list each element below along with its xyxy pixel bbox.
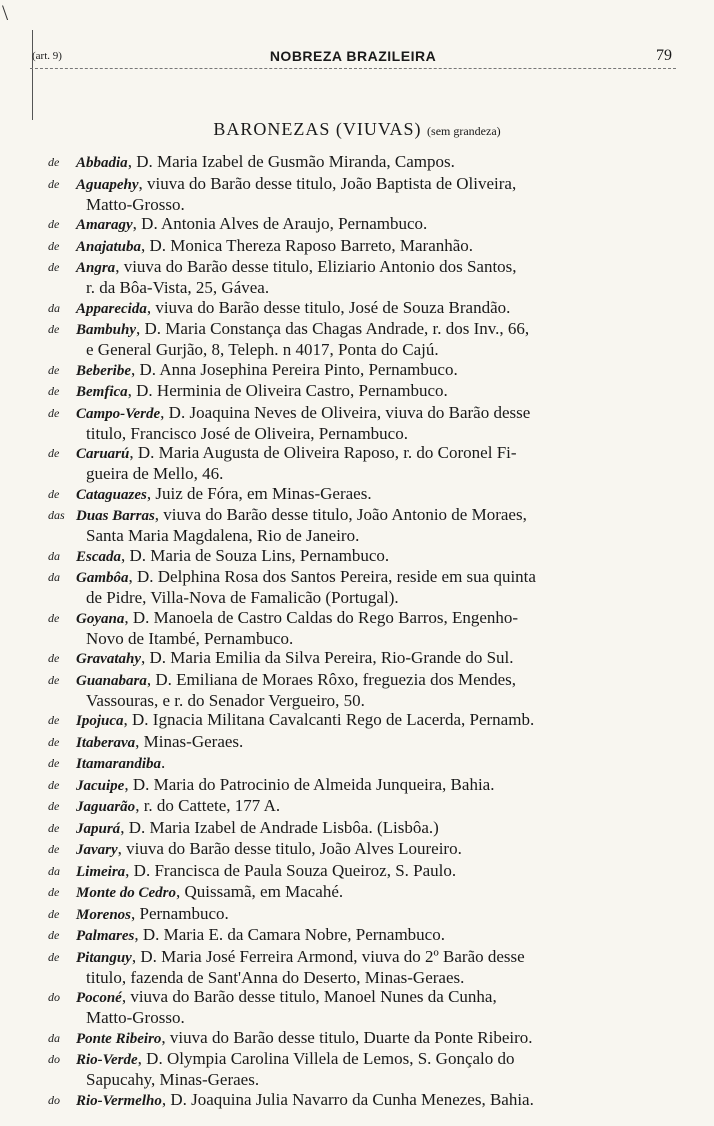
entry-text: , D. Emiliana de Moraes Rôxo, freguezia dos Mendes, [146,669,517,689]
entry-continuation: titulo, Francisco José de Oliveira, Pernambuco. [86,423,408,443]
entry-text: . [161,753,166,772]
entry-title-name: Apparecida [76,300,147,317]
entry-continuation: titulo, fazenda de Sant'Anna do Deserto, Minas-Geraes. [86,967,465,987]
entry-prefix: do [48,1092,60,1107]
list-item [48,796,680,817]
list-item [48,1049,680,1089]
entry-title-name: Gravatahy [76,651,141,667]
entry-text: , D. Maria Augusta de Oliveira Raposo, r. do Coronel Fi- [129,443,517,462]
entry-title-name: Itaberava [76,734,136,751]
entry-continuation: Santa Maria Magdalena, Rio de Janeiro. [86,526,360,545]
list-item [48,670,680,710]
entry-text: , viuva do Barão desse titulo, João Alves Loureiro. [117,839,462,858]
entry-prefix: de [48,906,60,921]
entry-text: , D. Maria José Ferreira Armond, viuva do 2º Barão desse [131,946,525,966]
list-item [48,753,680,774]
entry-title-name: Javary [76,842,118,858]
entry-prefix: de [48,734,60,749]
entry-title-name: Poconé [76,990,122,1006]
entry-title-name: Ponte Ribeiro [76,1030,162,1047]
list-item [48,732,680,753]
entry-continuation: gueira de Mello, 46. [86,464,224,483]
entry-text: , D. Joaquina Julia Navarro da Cunha Menezes, Bahia. [161,1089,534,1109]
list-item [48,987,680,1027]
entry-text: , Minas-Geraes. [135,731,244,751]
entry-text: , viuva do Barão desse titulo, Duarte da Ponte Ribeiro. [161,1027,533,1047]
entry-text: , D. Joaquina Neves de Oliveira, viuva do Barão desse [160,402,531,422]
entry-prefix: do [48,990,60,1004]
entry-text: , D. Antonia Alves de Araujo, Pernambuco. [132,214,428,233]
entry-prefix: de [48,176,60,191]
entry-text: , D. Maria de Souza Lins, Pernambuco. [121,545,390,565]
entry-title-name: Duas Barras [76,508,155,524]
entry-title-name: Goyana [76,610,125,627]
entry-text: , D. Maria do Patrocinio de Almeida Junqueira, Bahia. [124,774,495,794]
entry-title-name: Aguapehy [76,176,139,193]
entry-title-name: Jaguarão [76,799,136,815]
entry-prefix: de [48,842,60,856]
entry-text: , D. Delphina Rosa dos Santos Pereira, reside em sua quinta [128,567,536,586]
entry-prefix: de [48,610,60,625]
entry-title-name: Palmares [76,928,135,944]
entry-list [48,152,680,1111]
entry-title-name: Bambuhy [76,322,137,338]
entry-prefix: de [48,217,60,231]
entry-text: , D. Ignacia Militana Cavalcanti Rego de Lacerda, Pernamb. [123,710,535,729]
page-number: 79 [656,47,672,64]
entry-prefix: da [48,570,60,584]
entry-title-name: Jacuipe [76,777,125,794]
list-item [48,925,680,946]
entry-prefix: de [48,238,60,253]
entry-title-name: Campo-Verde [76,405,161,422]
entry-text: , viuva do Barão desse titulo, Manoel Nunes da Cunha, [121,987,497,1006]
book-title: NOBREZA BRAZILEIRA [269,48,437,64]
entry-title-name: Abbadia [76,155,128,171]
list-item [48,818,680,839]
entry-prefix: de [48,486,60,501]
entry-title-name: Escada [76,548,121,565]
entry-prefix: de [48,928,60,942]
entry-prefix: de [48,820,60,835]
entry-title-name: Limeira [76,863,126,880]
list-item [48,839,680,860]
entry-title-name: Japurá [76,820,121,837]
entry-title-name: Guanabara [76,672,147,689]
entry-text: , D. Anna Josephina Pereira Pinto, Pernambuco. [130,359,458,379]
entry-prefix: de [48,446,60,460]
entry-continuation: Matto-Grosso. [86,1008,185,1027]
entry-title-name: Cataguazes [76,486,147,503]
entry-text: , r. do Cattete, 177 A. [135,796,281,815]
entry-text: , D. Maria Izabel de Gusmão Miranda, Campos. [127,152,455,171]
list-item [48,381,680,402]
list-item [48,567,680,607]
entry-title-name: Caruarú [76,446,130,462]
list-item [48,648,680,669]
entry-text: , Quissamã, em Macahé. [176,882,344,901]
entry-prefix: de [48,885,60,899]
list-item [48,861,680,882]
entry-prefix: do [48,1052,60,1066]
list-item [48,152,680,173]
entry-prefix: de [48,672,60,687]
entry-prefix: das [48,508,65,522]
entry-prefix: de [48,799,60,813]
entry-prefix: de [48,949,60,964]
list-item [48,947,680,987]
margin-mark: \ [2,0,9,25]
entry-prefix: de [48,756,60,770]
list-item [48,319,680,359]
entry-continuation: Sapucahy, Minas-Geraes. [86,1070,260,1089]
list-item [48,775,680,796]
list-item [48,1090,680,1111]
entry-prefix: de [48,260,60,274]
entry-text: , viuva do Barão desse titulo, João Baptista de Oliveira, [138,173,517,193]
entry-text: , D. Maria Constança das Chagas Andrade, r. dos Inv., 66, [136,319,530,338]
list-item [48,360,680,381]
entry-prefix: de [48,405,60,420]
entry-continuation: de Pidre, Villa-Nova de Famalicão (Portugal). [86,588,399,607]
list-item [48,710,680,731]
entry-prefix: da [48,300,60,315]
entry-prefix: de [48,651,60,665]
list-item [48,298,680,319]
list-item [48,443,680,483]
entry-prefix: de [48,362,60,377]
section-title-note: (sem grandeza) [427,124,501,138]
entry-title-name: Morenos [76,906,132,923]
entry-continuation: Matto-Grosso. [86,194,185,214]
entry-continuation: Vassouras, e r. do Senador Vergueiro, 50. [86,690,365,710]
entry-prefix: de [48,384,60,398]
entry-text: , D. Monica Thereza Raposo Barreto, Maranhão. [141,235,474,255]
entry-text: , Juiz de Fóra, em Minas-Geraes. [146,483,372,503]
entry-prefix: de [48,155,60,169]
entry-title-name: Beberibe [76,362,131,379]
entry-prefix: de [48,713,60,727]
entry-title-name: Amaragy [76,217,133,233]
list-item [48,174,680,214]
section-title-main: BARONEZAS (VIUVAS) [213,119,422,139]
entry-text: , D. Manoela de Castro Caldas do Rego Barros, Engenho- [124,607,519,627]
list-item [48,214,680,235]
list-item [48,505,680,545]
list-item [48,257,680,297]
list-item [48,1028,680,1049]
entry-title-name: Anajatuba [76,238,142,255]
list-item [48,236,680,257]
entry-prefix: da [48,548,60,563]
running-header [30,44,676,69]
section-title [0,119,714,140]
entry-text: , D. Maria Izabel de Andrade Lisbôa. (Lisbôa.) [120,817,439,837]
entry-prefix: da [48,1030,60,1045]
entry-title-name: Itamarandiba [76,756,162,772]
entry-text: , viuva do Barão desse titulo, José de Souza Brandão. [146,297,511,317]
entry-prefix: de [48,777,60,792]
entry-title-name: Pitanguy [76,949,132,966]
entry-text: , D. Olympia Carolina Villela de Lemos, S. Gonçalo do [137,1049,515,1068]
entry-title-name: Gambôa [76,570,129,586]
article-ref: (art. 9) [32,50,62,62]
entry-text: , viuva do Barão desse titulo, João Antonio de Moraes, [154,505,527,524]
entry-continuation: Novo de Itambé, Pernambuco. [86,628,294,648]
entry-title-name: Rio-Verde [76,1052,138,1068]
list-item [48,546,680,567]
entry-text: , D. Maria E. da Camara Nobre, Pernambuco. [134,925,445,944]
entry-text: , Pernambuco. [131,903,229,923]
entry-prefix: de [48,322,60,336]
list-item [48,484,680,505]
list-item [48,904,680,925]
list-item [48,403,680,443]
entry-text: , D. Maria Emilia da Silva Pereira, Rio-Grande do Sul. [141,648,514,667]
entry-text: , D. Herminia de Oliveira Castro, Pernambuco. [127,381,448,400]
list-item [48,608,680,648]
entry-title-name: Rio-Vermelho [76,1092,162,1109]
entry-title-name: Ipojuca [76,713,124,729]
entry-text: , viuva do Barão desse titulo, Eliziario Antonio dos Santos, [115,257,517,276]
entry-prefix: da [48,863,60,878]
entry-title-name: Bemfica [76,384,128,400]
entry-continuation: r. da Bôa-Vista, 25, Gávea. [86,278,270,297]
list-item [48,882,680,903]
entry-continuation: e General Gurjão, 8, Teleph. n 4017, Ponta do Cajú. [86,340,439,359]
entry-title-name: Monte do Cedro [76,885,177,901]
entry-title-name: Angra [76,260,116,276]
entry-text: , D. Francisca de Paula Souza Queiroz, S. Paulo. [125,860,457,880]
